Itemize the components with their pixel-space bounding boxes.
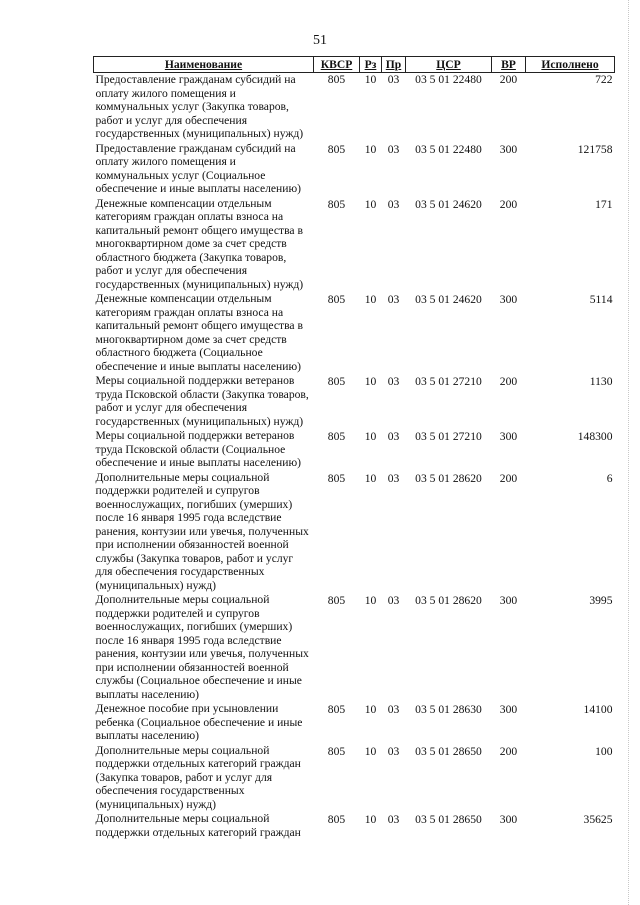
cell-name: Денежные компенсации отдельным категориям граждан оплаты взноса на капитальный ремонт общего имущества в многоквартирном доме за счет средств областного бюджета (Закупка товаров, работ и услуг для обеспечения государственных (муниципальных) нужд) xyxy=(95,196,304,291)
table-row xyxy=(94,470,615,593)
cell-kvsr: 805 xyxy=(327,73,346,86)
cell-vr: 300 xyxy=(499,293,518,306)
cell-executed: 3995 xyxy=(589,594,613,607)
cell-rz: 10 xyxy=(364,813,377,826)
cell-executed: 171 xyxy=(595,197,613,211)
cell-name: Денежные компенсации отдельным категориям граждан оплаты взноса на капитальный ремонт общего имущества в многоквартирном доме за счет средств областного бюджета (Социальное обеспечение и иные выплаты населению) xyxy=(95,292,303,373)
cell-rz: 10 xyxy=(364,197,377,211)
table-row xyxy=(94,196,615,292)
cell-rz: 10 xyxy=(364,142,377,156)
cell-pr: 03 xyxy=(387,594,400,607)
cell-vr: 200 xyxy=(499,197,518,211)
cell-pr: 03 xyxy=(387,744,400,758)
cell-kvsr: 805 xyxy=(327,197,346,211)
cell-vr: 200 xyxy=(499,73,518,86)
header-rz: Рз xyxy=(360,57,382,73)
table-row xyxy=(94,592,615,701)
cell-executed: 148300 xyxy=(577,430,613,443)
cell-pr: 03 xyxy=(387,197,400,211)
cell-rz: 10 xyxy=(364,430,377,443)
cell-pr: 03 xyxy=(387,73,400,86)
cell-vr: 300 xyxy=(499,594,518,607)
cell-pr: 03 xyxy=(387,813,400,826)
cell-kvsr: 805 xyxy=(327,293,346,306)
cell-name: Дополнительные меры социальной поддержки отдельных категорий граждан (Закупка товаров, работ и услуг для обеспечения государственных (муниципальных) нужд) xyxy=(95,743,301,811)
table-row xyxy=(94,811,615,839)
scan-edge-line xyxy=(628,0,630,905)
table-row xyxy=(94,73,615,141)
cell-rz: 10 xyxy=(364,744,377,758)
cell-csr: 03 5 01 27210 xyxy=(415,430,482,443)
header-csr: ЦСР xyxy=(406,57,492,73)
cell-pr: 03 xyxy=(387,375,400,388)
cell-pr: 03 xyxy=(387,430,400,443)
cell-kvsr: 805 xyxy=(327,430,346,443)
header-name: Наименование xyxy=(94,57,314,73)
cell-vr: 300 xyxy=(499,430,518,443)
cell-rz: 10 xyxy=(364,73,377,86)
cell-name: Предоставление гражданам субсидий на оплату жилого помещения и коммунальных услуг (Закупка товаров, работ и услуг для обеспечения государственных (муниципальных) нужд) xyxy=(95,73,304,140)
cell-csr: 03 5 01 22480 xyxy=(415,73,482,86)
cell-name: Меры социальной поддержки ветеранов труда Псковской области (Социальное обеспечение и иные выплаты населению) xyxy=(95,429,301,469)
cell-executed: 1130 xyxy=(589,375,613,388)
cell-executed: 5114 xyxy=(589,293,613,306)
cell-kvsr: 805 xyxy=(327,744,346,758)
cell-csr: 03 5 01 28630 xyxy=(415,703,482,716)
cell-name: Дополнительные меры социальной поддержки родителей и супругов военнослужащих, погибших (умерших) после 16 января 1995 года вследствие ранения, контузии или увечья, полученных при исполнении обязанностей военной службы (Социальное обеспечение и иные выплаты населению) xyxy=(95,593,309,701)
table-body xyxy=(94,73,615,840)
cell-name: Предоставление гражданам субсидий на оплату жилого помещения и коммунальных услуг (Социальное обеспечение и иные выплаты населению) xyxy=(95,141,301,195)
cell-pr: 03 xyxy=(387,471,400,485)
cell-pr: 03 xyxy=(387,703,400,716)
cell-kvsr: 805 xyxy=(327,142,346,156)
table-row xyxy=(94,743,615,812)
cell-name: Денежное пособие при усыновлении ребенка (Социальное обеспечение и иные выплаты населению) xyxy=(95,702,303,742)
cell-vr: 200 xyxy=(499,744,518,758)
cell-rz: 10 xyxy=(364,471,377,485)
table-row xyxy=(94,291,615,373)
cell-csr: 03 5 01 27210 xyxy=(415,375,482,388)
header-vr: ВР xyxy=(492,57,526,73)
header-kvsr: КВСР xyxy=(314,57,360,73)
cell-kvsr: 805 xyxy=(327,813,346,826)
header-pr: Пр xyxy=(382,57,406,73)
cell-vr: 300 xyxy=(499,142,518,156)
cell-name: Меры социальной поддержки ветеранов труда Псковской области (Закупка товаров, работ и услуг для обеспечения государственных (муниципальных) нужд) xyxy=(95,374,309,428)
header-executed: Исполнено xyxy=(526,57,615,73)
cell-kvsr: 805 xyxy=(327,375,346,388)
table-row xyxy=(94,428,615,470)
cell-csr: 03 5 01 28620 xyxy=(415,594,482,607)
cell-name: Дополнительные меры социальной поддержки родителей и супругов военнослужащих, погибших (умерших) после 16 января 1995 года вследствие ранения, контузии или увечья, полученных при исполнении обязанностей военной службы (Закупка товаров, работ и услуг для обеспечения государственных (муниципальных) нужд) xyxy=(95,470,309,592)
cell-executed: 121758 xyxy=(577,142,613,156)
cell-kvsr: 805 xyxy=(327,703,346,716)
cell-vr: 300 xyxy=(499,703,518,716)
cell-csr: 03 5 01 24620 xyxy=(415,197,482,211)
cell-vr: 300 xyxy=(499,813,518,826)
cell-executed: 14100 xyxy=(583,703,613,716)
cell-name: Дополнительные меры социальной поддержки отдельных категорий граждан xyxy=(95,812,301,839)
cell-csr: 03 5 01 24620 xyxy=(415,293,482,306)
page-number: 51 xyxy=(313,33,327,48)
cell-kvsr: 805 xyxy=(327,471,346,485)
cell-rz: 10 xyxy=(364,594,377,607)
table-row xyxy=(94,701,615,743)
cell-csr: 03 5 01 28620 xyxy=(415,471,482,485)
cell-vr: 200 xyxy=(499,471,518,485)
cell-executed: 35625 xyxy=(583,813,613,826)
cell-kvsr: 805 xyxy=(327,594,346,607)
cell-pr: 03 xyxy=(387,293,400,306)
table-row xyxy=(94,373,615,428)
cell-rz: 10 xyxy=(364,375,377,388)
cell-vr: 200 xyxy=(499,375,518,388)
cell-executed: 100 xyxy=(595,744,613,758)
table-row xyxy=(94,141,615,196)
cell-executed: 722 xyxy=(595,73,613,86)
cell-csr: 03 5 01 22480 xyxy=(415,142,482,156)
cell-executed: 6 xyxy=(606,471,613,485)
budget-execution-table xyxy=(93,56,615,839)
cell-rz: 10 xyxy=(364,293,377,306)
cell-csr: 03 5 01 28650 xyxy=(415,744,482,758)
table-header-row xyxy=(94,57,615,73)
cell-pr: 03 xyxy=(387,142,400,156)
cell-csr: 03 5 01 28650 xyxy=(415,813,482,826)
cell-rz: 10 xyxy=(364,703,377,716)
